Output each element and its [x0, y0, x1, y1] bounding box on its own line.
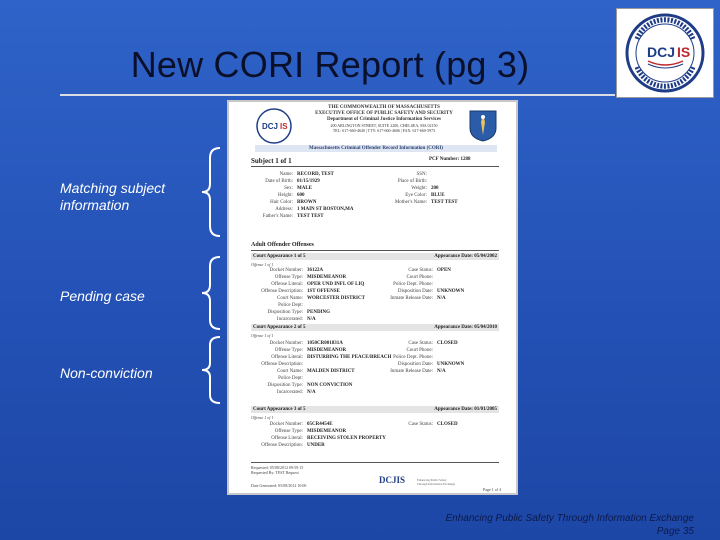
svg-text:IS: IS	[677, 44, 691, 60]
field-value: OPER UND INFL OF LIQ	[307, 282, 365, 287]
report-org-block	[299, 105, 469, 133]
field-key: Offense Type:	[274, 348, 303, 353]
field-value: DISTURBING THE PEACE/BREACH	[307, 355, 392, 360]
field-value: WORCESTER DISTRICT	[307, 296, 365, 301]
report-header	[229, 102, 516, 148]
field-key: Offense Description:	[261, 289, 303, 294]
field-value: MISDEMEANOR	[307, 429, 347, 434]
dcjis-seal-logo	[616, 8, 714, 98]
field-row	[251, 289, 340, 295]
field-key: Disposition Type:	[267, 310, 303, 315]
brace-subject-icon	[200, 146, 222, 238]
field-key: Disposition Date:	[397, 362, 433, 367]
field-row	[251, 200, 316, 206]
field-key: Inmate Release Date:	[390, 296, 433, 301]
field-row	[379, 341, 458, 347]
field-value: UNKNOWN	[437, 362, 465, 367]
field-value: N/A	[307, 390, 316, 395]
field-value: NON CONVICTION	[307, 383, 353, 388]
field-value: 01/15/1929	[297, 179, 320, 184]
field-key: Offense Literal:	[271, 436, 303, 441]
field-value: TEST TEST	[297, 214, 324, 219]
field-key: Incarcerated:	[276, 390, 303, 395]
field-value: CLOSED	[437, 422, 458, 427]
field-value: MALDEN DISTRICT	[307, 369, 355, 374]
org-line-1: THE COMMONWEALTH OF MASSACHUSETTS	[328, 105, 440, 110]
field-row	[251, 443, 325, 449]
field-value: MISDEMEANOR	[307, 348, 347, 353]
field-row	[251, 383, 352, 389]
field-row	[251, 362, 307, 368]
field-value: 200	[431, 186, 439, 191]
field-key: Mother's Name:	[394, 200, 427, 205]
field-row	[251, 348, 346, 354]
field-key: Police Dept:	[278, 303, 303, 308]
field-key: Disposition Type:	[267, 383, 303, 388]
report-footer-tagline: Enhancing Public Safety Through Information Exchange	[417, 478, 455, 486]
svg-text:IS: IS	[280, 122, 288, 131]
dcjis-report-logo-icon	[255, 107, 293, 145]
appearance-1-date: Appearance Date: 05/04/2002	[434, 254, 497, 259]
field-row	[251, 376, 307, 382]
commonwealth-seal-icon	[467, 108, 499, 142]
field-row	[379, 355, 437, 361]
field-key: Docket Number:	[269, 341, 303, 346]
field-key: Case Status:	[408, 422, 433, 427]
field-row	[251, 303, 307, 309]
appearance-1-label: Court Appearance 1 of 5	[253, 254, 306, 259]
report-footer-logo: DCJIS	[379, 475, 406, 485]
field-row	[251, 268, 323, 274]
field-row	[379, 362, 464, 368]
field-key: Docket Number:	[269, 268, 303, 273]
field-key: Docket Number:	[269, 422, 303, 427]
field-row	[379, 282, 437, 288]
field-value: MISDEMEANOR	[307, 275, 347, 280]
org-address-2: TEL: 617-660-4640 | TTY: 617-660-4606 | FAX: 617-660-5973	[332, 128, 436, 133]
appearance-2-date: Appearance Date: 05/04/2010	[434, 325, 497, 330]
field-value: MALE	[297, 186, 312, 191]
field-key: Father's Name:	[262, 214, 293, 219]
field-value: PENDING	[307, 310, 331, 315]
field-row	[251, 275, 346, 281]
footer-divider	[251, 462, 499, 463]
field-key: Police Dept. Phone:	[393, 355, 433, 360]
field-key: Court Phone:	[406, 348, 433, 353]
field-row	[251, 214, 324, 220]
appearance-3-offense-note: Offense 1 of 1	[251, 415, 274, 420]
field-key: Date of Birth:	[265, 179, 293, 184]
field-key: Offense Description:	[261, 443, 303, 448]
field-key: Police Dept:	[278, 376, 303, 381]
annotation-non-conviction: Non-conviction	[60, 365, 153, 381]
field-value: 05CR4454E	[307, 422, 333, 427]
field-row	[379, 369, 446, 375]
field-row	[379, 179, 431, 185]
footer-tagline: Enhancing Public Safety Through Information Exchange	[445, 513, 694, 524]
section-divider	[251, 250, 499, 251]
subject-heading: Subject 1 of 1	[251, 157, 292, 165]
appearance-2-bar	[251, 324, 499, 331]
field-key: Eye Color:	[405, 193, 427, 198]
annotation-subject-info: Matching subject information	[60, 180, 166, 213]
field-value: OPEN	[437, 268, 451, 273]
section-title: Adult Offender Offenses	[251, 242, 314, 248]
svg-text:DCJ: DCJ	[647, 44, 676, 60]
svg-text:DCJ: DCJ	[262, 122, 279, 131]
field-value: BROWN	[297, 200, 317, 205]
pcf-number: PCF Number: 1288	[429, 157, 471, 162]
report-banner: Massachusetts Criminal Offender Record Information (CORI)	[255, 145, 497, 152]
field-key: Offense Literal:	[271, 282, 303, 287]
field-row	[251, 436, 386, 442]
field-value: BLUE	[431, 193, 445, 198]
appearance-3-label: Court Appearance 3 of 5	[253, 407, 306, 412]
field-key: Weight:	[411, 186, 427, 191]
field-key: SSN:	[416, 172, 427, 177]
field-key: Incarcerated:	[276, 317, 303, 322]
field-row	[251, 310, 330, 316]
field-key: Court Phone:	[406, 275, 433, 280]
field-key: Offense Literal:	[271, 355, 303, 360]
field-value: N/A	[307, 317, 316, 322]
field-row	[379, 296, 446, 302]
field-value: N/A	[437, 296, 446, 301]
field-value: CLOSED	[437, 341, 458, 346]
field-row	[379, 193, 445, 199]
field-value: TEST TEST	[431, 200, 458, 205]
field-key: Name:	[279, 172, 293, 177]
field-key: Case Status:	[408, 341, 433, 346]
footer-left-line-1: Requested: 05/08/2012 09:59:15	[251, 465, 304, 470]
field-key: Hair Color:	[270, 200, 293, 205]
field-row	[379, 186, 439, 192]
footer-left-line-2: Requested By: TEST Request	[251, 470, 299, 475]
field-row	[251, 186, 312, 192]
field-row	[251, 341, 343, 347]
field-value: 1 MAIN ST BOSTON,MA	[297, 207, 354, 212]
field-row	[251, 429, 346, 435]
appearance-3-date: Appearance Date: 01/01/2005	[434, 407, 497, 412]
field-key: Place of Birth:	[397, 179, 427, 184]
field-row	[379, 422, 458, 428]
field-row	[251, 296, 365, 302]
field-key: Offense Type:	[274, 275, 303, 280]
field-key: Height:	[278, 193, 293, 198]
brace-nonconviction-icon	[200, 335, 222, 405]
org-address-1: 200 ARLINGTON STREET, SUITE 2200, CHELSEA, MA 02150	[330, 123, 438, 128]
field-key: Address:	[275, 207, 293, 212]
field-row	[251, 317, 316, 323]
field-row	[379, 172, 431, 178]
field-row	[379, 289, 464, 295]
title-rule	[60, 94, 615, 96]
org-line-2: EXECUTIVE OFFICE OF PUBLIC SAFETY AND SECURITY	[315, 111, 453, 116]
field-row	[379, 348, 437, 354]
field-row	[251, 179, 320, 185]
org-line-3: Department of Criminal Justice Information Services	[326, 117, 441, 122]
appearance-3-bar	[251, 406, 499, 413]
appearance-2-label: Court Appearance 2 of 5	[253, 325, 306, 330]
field-value: RECEIVING STOLEN PROPERTY	[307, 436, 386, 441]
field-key: Disposition Date:	[397, 289, 433, 294]
field-value: 36122A	[307, 268, 324, 273]
field-row	[251, 193, 305, 199]
footer-left-line-3: Date Generated: 05/08/2012 10:00	[251, 483, 307, 488]
report-footer-left	[251, 465, 306, 488]
field-row	[251, 207, 354, 213]
appearance-1-offense-note: Offense 1 of 1	[251, 262, 274, 267]
field-key: Court Name:	[277, 369, 303, 374]
field-row	[251, 422, 333, 428]
slide-footer	[446, 512, 695, 538]
appearance-1-bar	[251, 253, 499, 260]
field-row	[379, 268, 451, 274]
field-row	[251, 369, 355, 375]
slide-title: New CORI Report (pg 3)	[130, 44, 530, 85]
appearance-2-offense-note: Offense 1 of 1	[251, 333, 274, 338]
field-row	[251, 172, 334, 178]
brace-pending-icon	[200, 255, 222, 331]
field-value: 1050CR001831A	[307, 341, 343, 346]
field-value: N/A	[437, 369, 446, 374]
footer-page-number: Page 35	[656, 526, 694, 537]
field-value: 1ST OFFENSE	[307, 289, 340, 294]
field-row	[379, 200, 458, 206]
field-value: RECORD, TEST	[297, 172, 334, 177]
report-footer-page: Page 1 of 4	[483, 487, 502, 492]
field-value: UNDER	[307, 443, 325, 448]
subject-divider	[251, 166, 499, 167]
field-key: Case Status:	[408, 268, 433, 273]
field-row	[251, 355, 391, 361]
field-key: Sex:	[284, 186, 293, 191]
field-row	[379, 275, 437, 281]
field-key: Offense Type:	[274, 429, 303, 434]
field-value: 600	[297, 193, 305, 198]
field-row	[251, 390, 316, 396]
field-key: Police Dept. Phone:	[393, 282, 433, 287]
field-key: Offense Description:	[261, 362, 303, 367]
field-key: Court Name:	[277, 296, 303, 301]
dcjis-seal-icon	[617, 9, 713, 97]
cori-report-page	[229, 102, 516, 493]
field-value: UNKNOWN	[437, 289, 465, 294]
field-row	[251, 282, 364, 288]
field-key: Inmate Release Date:	[390, 369, 433, 374]
annotation-pending-case: Pending case	[60, 288, 145, 304]
